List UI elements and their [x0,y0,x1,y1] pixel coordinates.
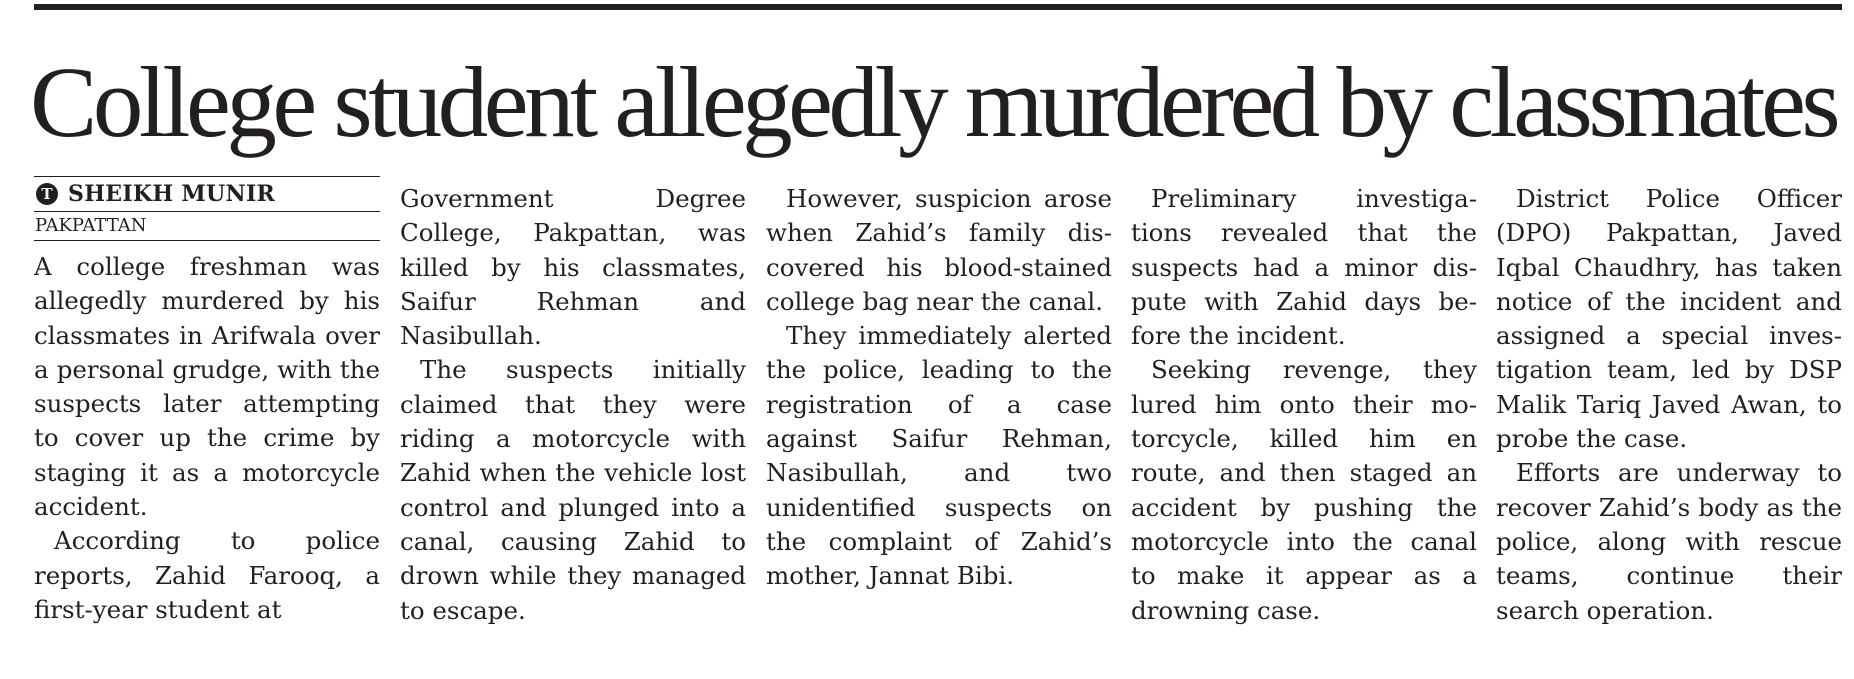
body-column-3 [766,182,1112,594]
paragraph: According to police reports, Zahid Farooq, a first-year student at [34,526,380,624]
paragraph: A college freshman was allegedly murdered by his classmates in Arifwala over a personal grudge, with the suspects later attempting to cover up the crime by staging it as a motorcycle accident. [34,252,380,522]
publication-logo-icon: T [36,183,58,205]
byline-bottom-rule [34,240,380,241]
body-column-1 [34,250,380,627]
paragraph: Preliminary investigations revealed that the suspects had a minor dispute with Zahid days before the incident. [1131,184,1477,351]
paragraph: Efforts are underway to recover Zahid’s body as the police, along with rescue teams, continue their search operation. [1496,458,1842,625]
byline-row [34,177,380,211]
body-column-5 [1496,182,1842,628]
paragraph: They immediately alerted the police, leading to the registration of a case against Saifur Rehman, Nasibullah, and two unidentified suspects on the complaint of Zahid’s mother, Jannat Bibi. [766,321,1112,591]
paragraph: Government Degree College, Pakpattan, was killed by his classmates, Saifur Rehman and Nasibullah. [400,184,746,351]
body-column-2 [400,182,746,628]
paragraph: District Police Officer (DPO) Pakpattan, Javed Iqbal Chaudhry, has taken notice of the incident and assigned a special investigation team, led by DSP Malik Tariq Javed Awan, to probe the case. [1496,184,1842,454]
author-name: SHEIKH MUNIR [68,181,276,207]
paragraph: The suspects initially claimed that they were riding a motorcycle with Zahid when the vehicle lost control and plunged into a canal, causing Zahid to drown while they managed to escape. [400,355,746,625]
paragraph: However, suspicion arose when Zahid’s family discovered his blood-stained college bag near the canal. [766,184,1112,316]
paragraph: Seeking revenge, they lured him onto their motorcycle, killed him en route, and then staged an accident by pushing the motorcycle into the canal to make it appear as a drowning case. [1131,355,1477,625]
top-rule [34,4,1842,10]
dateline: PAKPATTAN [35,215,147,236]
headline: College student allegedly murdered by classmates [30,46,1837,158]
body-column-4 [1131,182,1477,628]
byline [34,176,380,241]
